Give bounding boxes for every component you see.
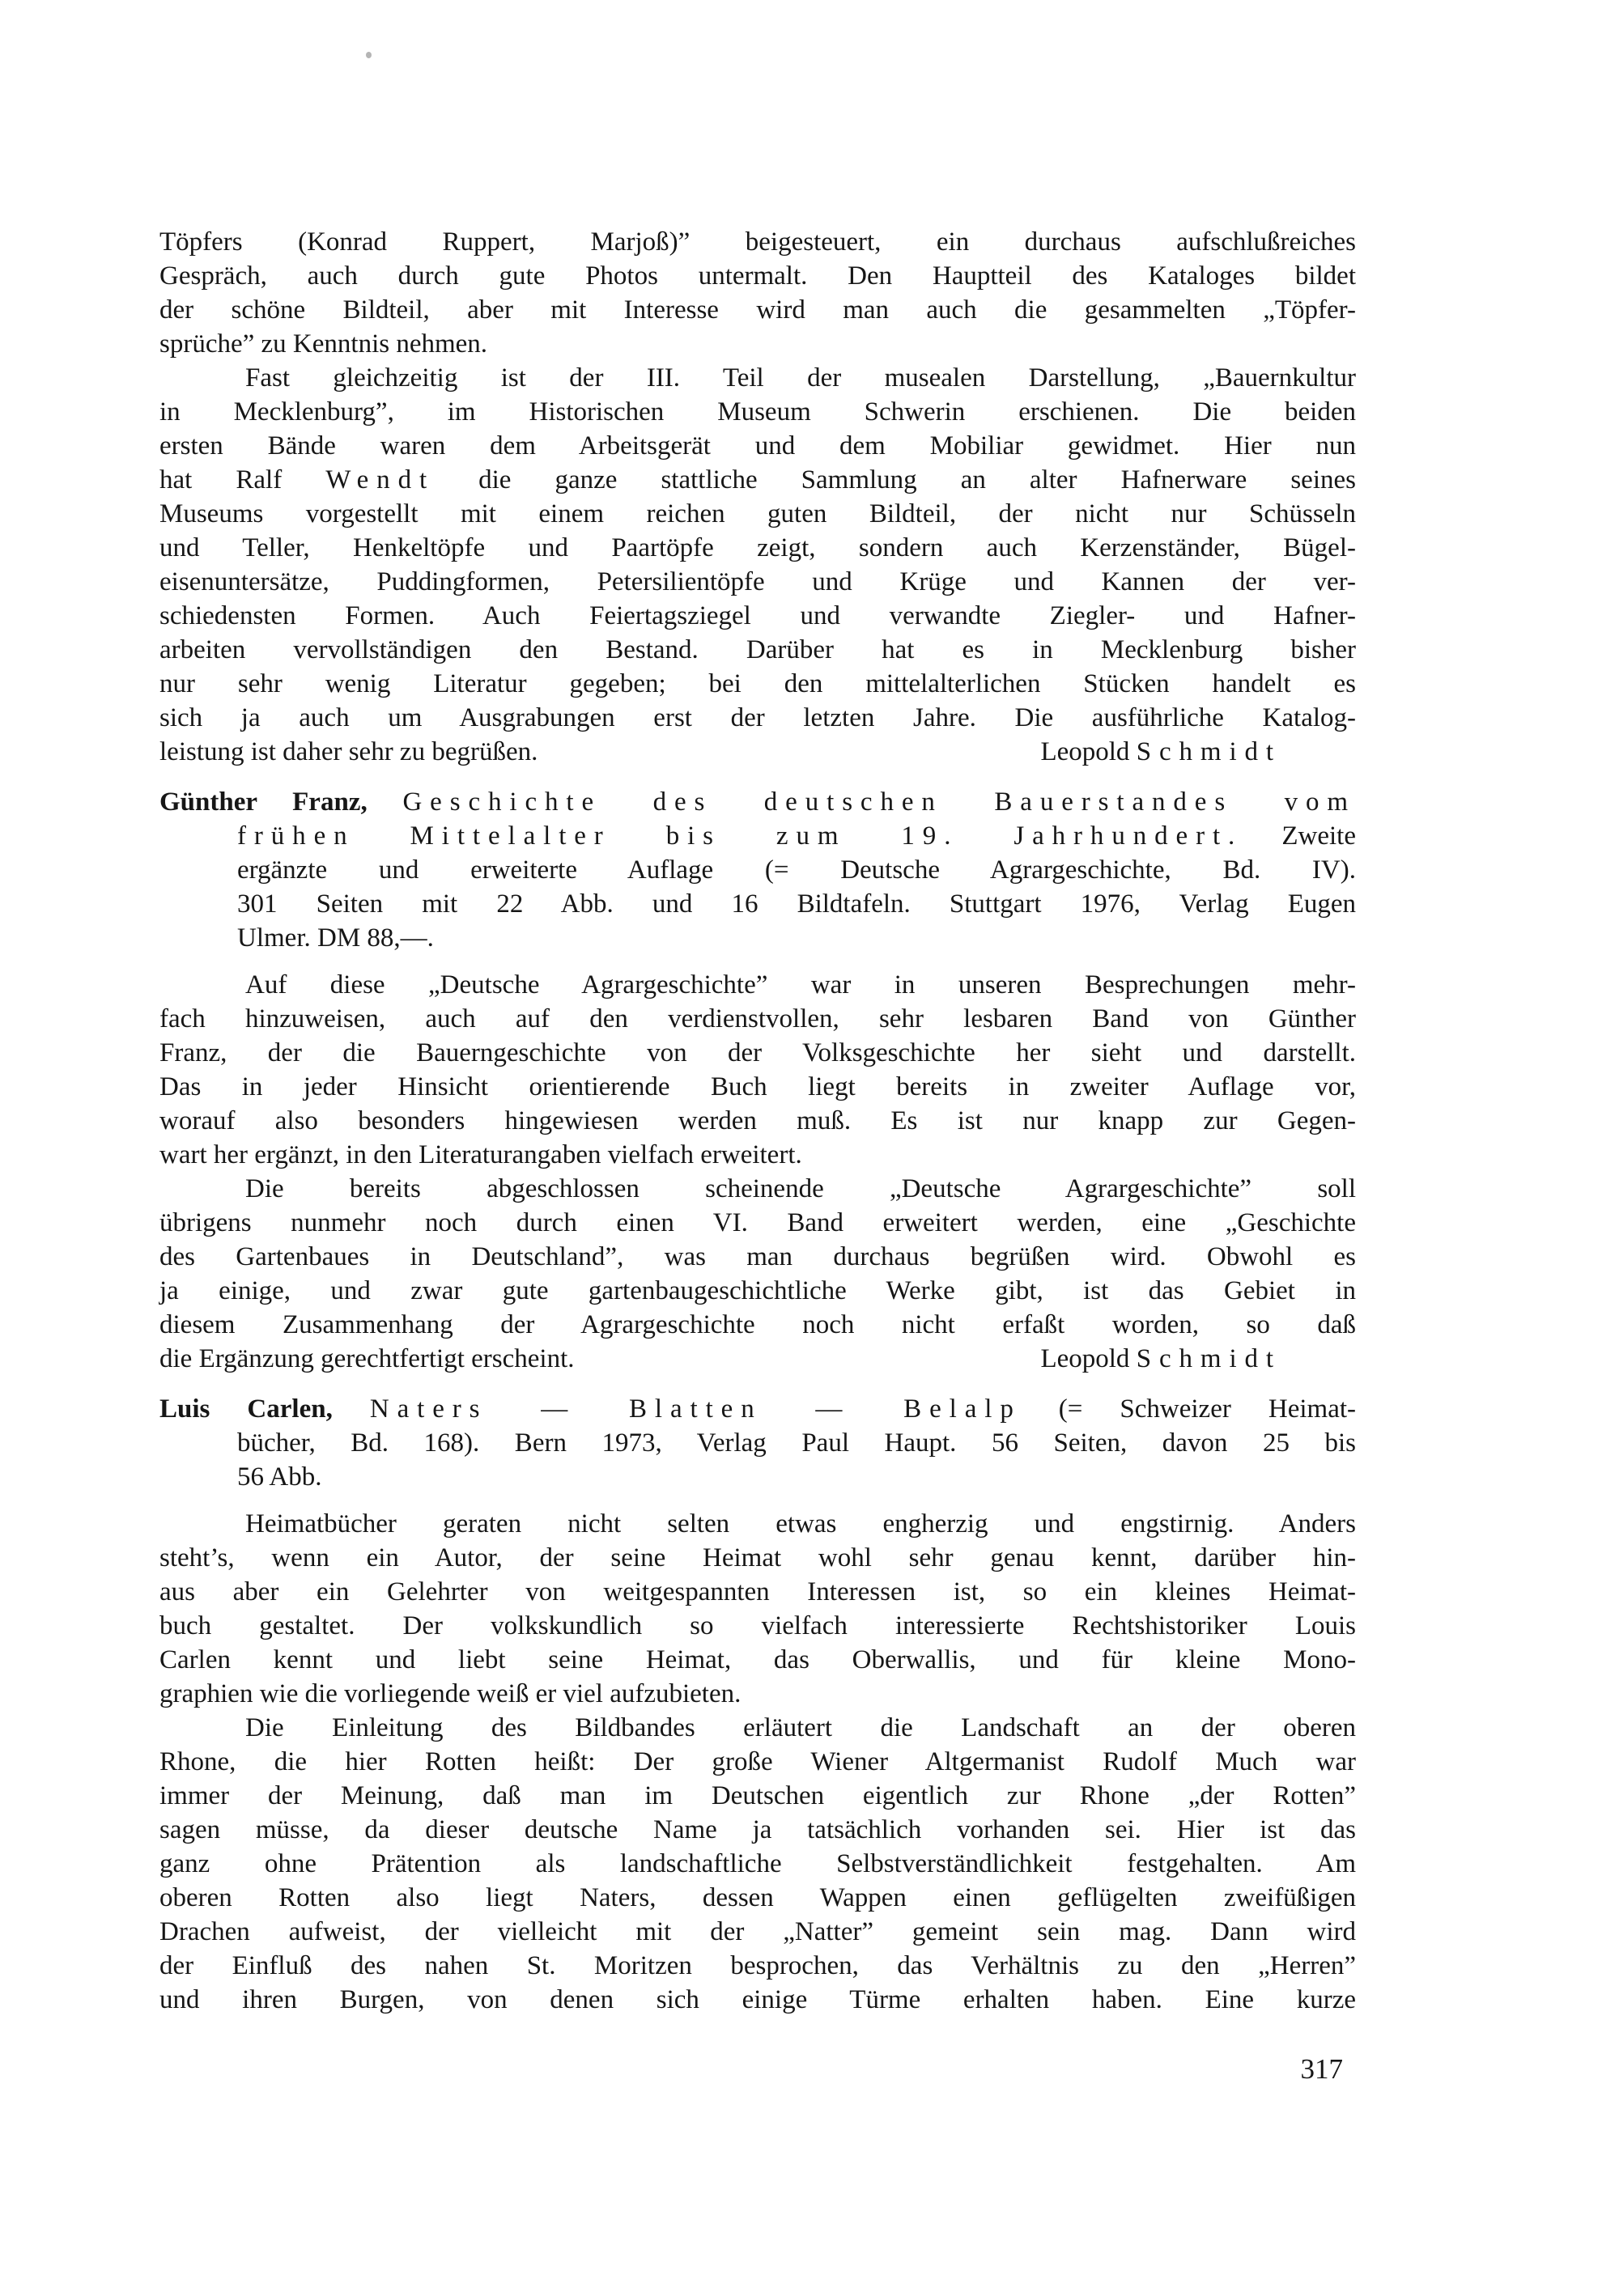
text-line bbox=[159, 531, 1356, 565]
text-segment: Leopold bbox=[1040, 737, 1137, 766]
text-line bbox=[237, 819, 1356, 853]
text-segment: immer der Meinung, daß man im Deutschen eigentlich zur Rhone „der Rotten” bbox=[159, 1781, 1356, 1810]
text-line bbox=[159, 293, 1356, 327]
text-segment: buch gestaltet. Der volkskundlich so vielfach interessierte Rechtshistoriker Louis bbox=[159, 1611, 1356, 1640]
text-segment: ganz ohne Prätention als landschaftliche Selbstverständlichkeit festgehalten. Am bbox=[159, 1849, 1356, 1878]
text-segment: sprüche” zu Kenntnis nehmen. bbox=[159, 329, 488, 359]
text-segment: graphien wie die vorliegende weiß er viel aufzubieten. bbox=[159, 1679, 742, 1708]
text-segment: Franz, der die Bauerngeschichte von der Volksgeschichte her sieht und darstellt. bbox=[159, 1038, 1356, 1067]
text-segment: oberen Rotten also liegt Naters, dessen Wappen einen geflügelten zweifüßigen bbox=[159, 1883, 1356, 1912]
spaced-text: frühen Mittelalter bis zum 19. Jahrhundert. bbox=[237, 821, 1243, 851]
text-segment: nur sehr wenig Literatur gegeben; bei den mittelalterlichen Stücken handelt es bbox=[159, 669, 1356, 698]
review-agrargeschichte-paragraph-1 bbox=[159, 968, 1356, 1172]
text-segment: bücher, Bd. 168). Bern 1973, Verlag Paul Haupt. 56 Seiten, davon 25 bis bbox=[237, 1428, 1356, 1458]
text-segment: die Ergänzung gerechtfertigt erscheint. bbox=[159, 1344, 575, 1373]
line-text bbox=[159, 735, 538, 769]
review-mecklenburg-paragraph bbox=[159, 361, 1356, 769]
text-segment: steht’s, wenn ein Autor, der seine Heimat wohl sehr genau kennt, darüber hin- bbox=[159, 1543, 1356, 1572]
line-text bbox=[159, 1342, 575, 1376]
text-line bbox=[159, 1036, 1356, 1070]
text-line bbox=[159, 1915, 1356, 1949]
text-segment: diesem Zusammenhang der Agrargeschichte noch nicht erfaßt worden, so daß bbox=[159, 1310, 1356, 1339]
text-segment: des Gartenbaues in Deutschland”, was man durchaus begrüßen wird. Obwohl es bbox=[159, 1242, 1356, 1271]
text-line bbox=[159, 1779, 1356, 1813]
text-segment: Töpfers (Konrad Ruppert, Marjoß)” beigesteuert, ein durchaus aufschlußreiches bbox=[159, 227, 1356, 257]
text-line bbox=[159, 1274, 1356, 1308]
text-line bbox=[237, 1426, 1356, 1460]
text-segment: sich ja auch um Ausgrabungen erst der letzten Jahre. Die ausführliche Katalog- bbox=[159, 703, 1356, 732]
reviewer-signature bbox=[1040, 735, 1356, 769]
text-line bbox=[237, 887, 1356, 921]
text-line bbox=[159, 1308, 1356, 1342]
text-line bbox=[159, 1847, 1356, 1881]
text-segment: Fast gleichzeitig ist der III. Teil der musealen Darstellung, „Bauernkultur bbox=[245, 363, 1356, 393]
page-number: 317 bbox=[1300, 2053, 1343, 2085]
text-segment: Rhone, die hier Rotten heißt: Der große Wiener Altgermanist Rudolf Much war bbox=[159, 1747, 1356, 1776]
bibliography-entry-carlen bbox=[159, 1392, 1356, 1494]
text-line bbox=[159, 395, 1356, 429]
text-line bbox=[159, 785, 1356, 819]
text-line bbox=[159, 1392, 1356, 1426]
review-naters-paragraph-1 bbox=[159, 1507, 1356, 1711]
text-line bbox=[159, 1677, 1356, 1711]
text-line bbox=[159, 633, 1356, 667]
spaced-text: Schmidt bbox=[1136, 737, 1281, 766]
text-segment: ja einige, und zwar gute gartenbaugeschichtliche Werke gibt, ist das Gebiet in bbox=[159, 1276, 1356, 1305]
text-segment: hat Ralf bbox=[159, 465, 326, 494]
text-segment: ergänzte und erweiterte Auflage (= Deutsche Agrargeschichte, Bd. IV). bbox=[237, 855, 1356, 885]
text-line bbox=[159, 1575, 1356, 1609]
text-segment: Die bereits abgeschlossen scheinende „Deutsche Agrargeschichte” soll bbox=[245, 1174, 1356, 1203]
text-segment: übrigens nunmehr noch durch einen VI. Band erweitert werden, eine „Geschichte bbox=[159, 1208, 1356, 1237]
text-line bbox=[159, 1813, 1356, 1847]
scan-speck-artifact bbox=[366, 52, 372, 58]
text-line bbox=[159, 1172, 1356, 1206]
review-toepfer-continuation bbox=[159, 225, 1356, 361]
author-name: Luis Carlen, bbox=[159, 1394, 333, 1424]
text-line bbox=[159, 1342, 1356, 1376]
text-line bbox=[159, 1881, 1356, 1915]
text-segment: Heimatbücher geraten nicht selten etwas engherzig und engstirnig. Anders bbox=[245, 1509, 1356, 1538]
text-line bbox=[159, 1104, 1356, 1138]
text-segment: Leopold bbox=[1040, 1344, 1137, 1373]
text-line bbox=[159, 429, 1356, 463]
text-line bbox=[159, 1711, 1356, 1745]
text-segment: (= Schweizer Heimat- bbox=[1021, 1394, 1356, 1424]
text-segment: 56 Abb. bbox=[237, 1462, 322, 1492]
text-line bbox=[159, 1240, 1356, 1274]
text-line bbox=[159, 1609, 1356, 1643]
text-line bbox=[159, 1070, 1356, 1104]
text-line bbox=[159, 701, 1356, 735]
text-line bbox=[159, 497, 1356, 531]
bibliography-entry-franz bbox=[159, 785, 1356, 955]
reviewer-signature bbox=[1040, 1342, 1356, 1376]
text-segment: schiedensten Formen. Auch Feiertagsziegel und verwandte Ziegler- und Hafner- bbox=[159, 601, 1356, 630]
text-line bbox=[159, 1983, 1356, 2017]
text-segment: und Teller, Henkeltöpfe und Paartöpfe zeigt, sondern auch Kerzenständer, Bügel- bbox=[159, 533, 1356, 562]
text-line bbox=[159, 1541, 1356, 1575]
text-line bbox=[159, 1002, 1356, 1036]
text-segment: Ulmer. DM 88,—. bbox=[237, 923, 434, 953]
text-segment: Carlen kennt und liebt seine Heimat, das Oberwallis, und für kleine Mono- bbox=[159, 1645, 1356, 1674]
text-segment: Die Einleitung des Bildbandes erläutert die Landschaft an der oberen bbox=[245, 1713, 1356, 1742]
text-line bbox=[159, 667, 1356, 701]
text-line bbox=[159, 735, 1356, 769]
author-name: Günther Franz, bbox=[159, 787, 368, 817]
text-segment bbox=[368, 787, 403, 817]
text-segment: Museums vorgestellt mit einem reichen guten Bildteil, der nicht nur Schüsseln bbox=[159, 499, 1356, 528]
text-segment: Gespräch, auch durch gute Photos untermalt. Den Hauptteil des Kataloges bildet bbox=[159, 261, 1356, 291]
text-segment: der Einfluß des nahen St. Moritzen besprochen, das Verhältnis zu den „Herren” bbox=[159, 1951, 1356, 1980]
text-segment: eisenuntersätze, Puddingformen, Petersilientöpfe und Krüge und Kannen der ver- bbox=[159, 567, 1356, 596]
text-segment: und ihren Burgen, von denen sich einige Türme erhalten haben. Eine kurze bbox=[159, 1985, 1356, 2014]
text-segment: worauf also besonders hingewiesen werden muß. Es ist nur knapp zur Gegen- bbox=[159, 1106, 1356, 1135]
text-segment: in Mecklenburg”, im Historischen Museum Schwerin erschienen. Die beiden bbox=[159, 397, 1356, 427]
text-line bbox=[237, 853, 1356, 887]
spaced-text: Wendt bbox=[325, 465, 436, 494]
text-segment bbox=[333, 1394, 370, 1424]
text-segment: Zweite bbox=[1243, 821, 1357, 851]
text-segment: fach hinzuweisen, auch auf den verdienstvollen, sehr lesbaren Band von Günther bbox=[159, 1004, 1356, 1033]
text-segment: Drachen aufweist, der vielleicht mit der „Natter” gemeint sein mag. Dann wird bbox=[159, 1917, 1356, 1946]
text-segment: arbeiten vervollständigen den Bestand. Darüber hat es in Mecklenburg bisher bbox=[159, 635, 1356, 664]
text-line bbox=[159, 327, 1356, 361]
text-line bbox=[237, 1460, 1356, 1494]
text-line bbox=[159, 1643, 1356, 1677]
review-naters-paragraph-2 bbox=[159, 1711, 1356, 2017]
review-agrargeschichte-paragraph-2 bbox=[159, 1172, 1356, 1376]
text-segment: aus aber ein Gelehrter von weitgespannten Interessen ist, so ein kleines Heimat- bbox=[159, 1577, 1356, 1606]
text-segment: wart her ergänzt, in den Literaturangaben vielfach erweitert. bbox=[159, 1140, 802, 1169]
text-line bbox=[159, 1206, 1356, 1240]
spaced-text: Naters — Blatten — Belalp bbox=[369, 1394, 1022, 1424]
text-segment: die ganze stattliche Sammlung an alter Hafnerware seines bbox=[435, 465, 1356, 494]
text-line bbox=[159, 259, 1356, 293]
text-segment: leistung ist daher sehr zu begrüßen. bbox=[159, 737, 538, 766]
text-line bbox=[159, 1507, 1356, 1541]
text-segment: der schöne Bildteil, aber mit Interesse wird man auch die gesammelten „Töpfer- bbox=[159, 295, 1356, 325]
text-line bbox=[159, 565, 1356, 599]
text-segment: Das in jeder Hinsicht orientierende Buch liegt bereits in zweiter Auflage vor, bbox=[159, 1072, 1356, 1101]
text-column bbox=[159, 225, 1356, 2017]
text-segment: Auf diese „Deutsche Agrargeschichte” war in unseren Besprechungen mehr- bbox=[245, 970, 1356, 999]
text-line bbox=[159, 1949, 1356, 1983]
spaced-text: Geschichte des deutschen Bauerstandes vom bbox=[402, 787, 1356, 817]
text-line bbox=[159, 463, 1356, 497]
text-line bbox=[159, 361, 1356, 395]
text-line bbox=[159, 599, 1356, 633]
text-line bbox=[159, 1745, 1356, 1779]
text-line bbox=[237, 921, 1356, 955]
text-segment: ersten Bände waren dem Arbeitsgerät und dem Mobiliar gewidmet. Hier nun bbox=[159, 431, 1356, 460]
spaced-text: Schmidt bbox=[1136, 1344, 1281, 1373]
text-line bbox=[159, 1138, 1356, 1172]
text-segment: sagen müsse, da dieser deutsche Name ja tatsächlich vorhanden sei. Hier ist das bbox=[159, 1815, 1356, 1844]
text-line bbox=[159, 968, 1356, 1002]
text-segment: 301 Seiten mit 22 Abb. und 16 Bildtafeln. Stuttgart 1976, Verlag Eugen bbox=[237, 889, 1356, 919]
text-line bbox=[159, 225, 1356, 259]
